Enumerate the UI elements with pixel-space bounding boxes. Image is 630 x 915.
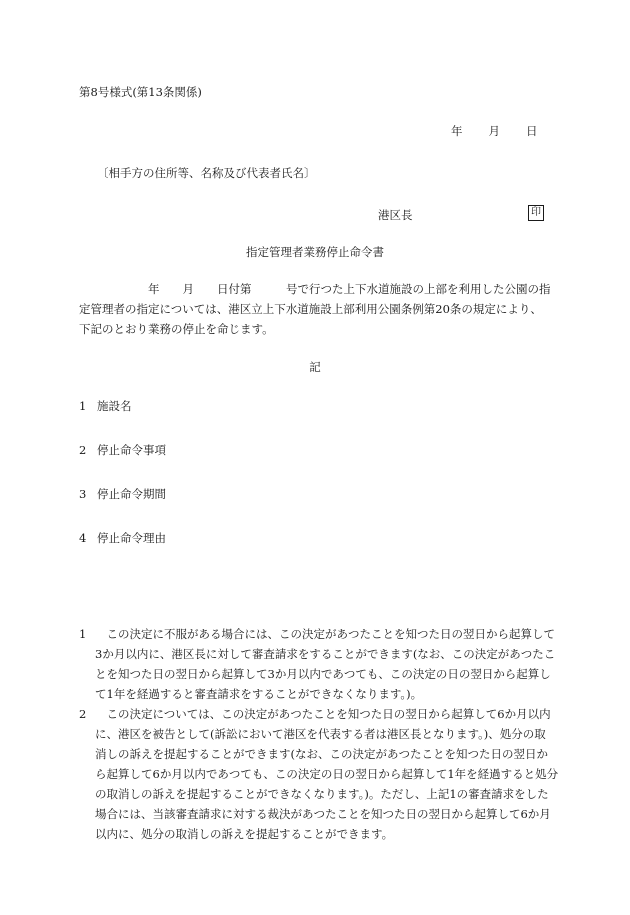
- ki-heading: 記: [309, 360, 321, 374]
- note-line: とを知つた日の翌日から起算して3か月以内であつても、この決定の日の翌日から起算し: [95, 667, 551, 681]
- note-lawsuit: [79, 704, 559, 844]
- item-suspension-reason: [79, 530, 166, 546]
- note-line: に、港区を被告として(訴訟において港区を代表する者は港区長となります。)、処分の取: [95, 727, 546, 741]
- body-line: 定管理者の指定については、港区立上下水道施設上部利用公園条例第20条の規定により、: [79, 302, 542, 316]
- note-number: 1: [79, 627, 87, 641]
- note-appeal: [79, 624, 559, 704]
- body-line: 下記のとおり業務の停止を命じます。: [79, 322, 274, 336]
- note-line: 3か月以内に、港区長に対して審査請求をすることができます(なお、この決定があつたこ: [95, 647, 556, 661]
- item-number: 2: [79, 443, 87, 457]
- date-year: 年: [451, 124, 463, 138]
- item-label: 停止命令期間: [97, 487, 166, 501]
- item-number: 4: [79, 531, 87, 545]
- item-number: 1: [79, 399, 87, 413]
- note-line: この決定については、この決定があつたことを知つた日の翌日から起算して6か月以内: [95, 707, 551, 721]
- date-day: 日: [526, 124, 538, 138]
- item-suspension-period: [79, 486, 166, 502]
- note-line: て1年を経過すると審査請求をすることができなくなります。)。: [95, 687, 423, 701]
- date-month: 月: [488, 124, 500, 138]
- note-line: 場合には、当該審査請求に対する裁決があつたことを知つた日の翌日から起算して6か月: [95, 807, 551, 821]
- item-number: 3: [79, 487, 87, 501]
- document-title: 指定管理者業務停止命令書: [246, 245, 384, 259]
- note-line: 消しの訴えを提起することができます(なお、この決定があつたことを知つた日の翌日か: [95, 747, 548, 761]
- body-line: 年 月 日付第 号で行つた上下水道施設の上部を利用した公園の指: [79, 282, 551, 296]
- note-line: の取消しの訴えを提起することができなくなります。)。ただし、上記1の審査請求をした: [95, 787, 549, 801]
- notes: [79, 624, 559, 844]
- date-fields: [451, 123, 538, 139]
- note-number: 2: [79, 707, 87, 721]
- item-suspension-matters: [79, 442, 166, 458]
- mayor-title: 港区長: [378, 208, 413, 222]
- item-facility-name: [79, 398, 132, 414]
- item-label: 施設名: [97, 399, 132, 413]
- note-line: 以内に、処分の取消しの訴えを提起することができます。: [95, 827, 394, 841]
- seal-mark: 印: [528, 205, 544, 221]
- addressee: 〔相手方の住所等、名称及び代表者氏名〕: [97, 166, 316, 180]
- body-paragraph: [79, 279, 559, 339]
- item-label: 停止命令事項: [97, 443, 166, 457]
- form-label: 第8号様式(第13条関係): [79, 85, 202, 99]
- note-line: この決定に不服がある場合には、この決定があつたことを知つた日の翌日から起算して: [95, 627, 555, 641]
- item-label: 停止命令理由: [97, 531, 166, 545]
- note-line: ら起算して6か月以内であつても、この決定の日の翌日から起算して1年を経過すると処分: [95, 767, 559, 781]
